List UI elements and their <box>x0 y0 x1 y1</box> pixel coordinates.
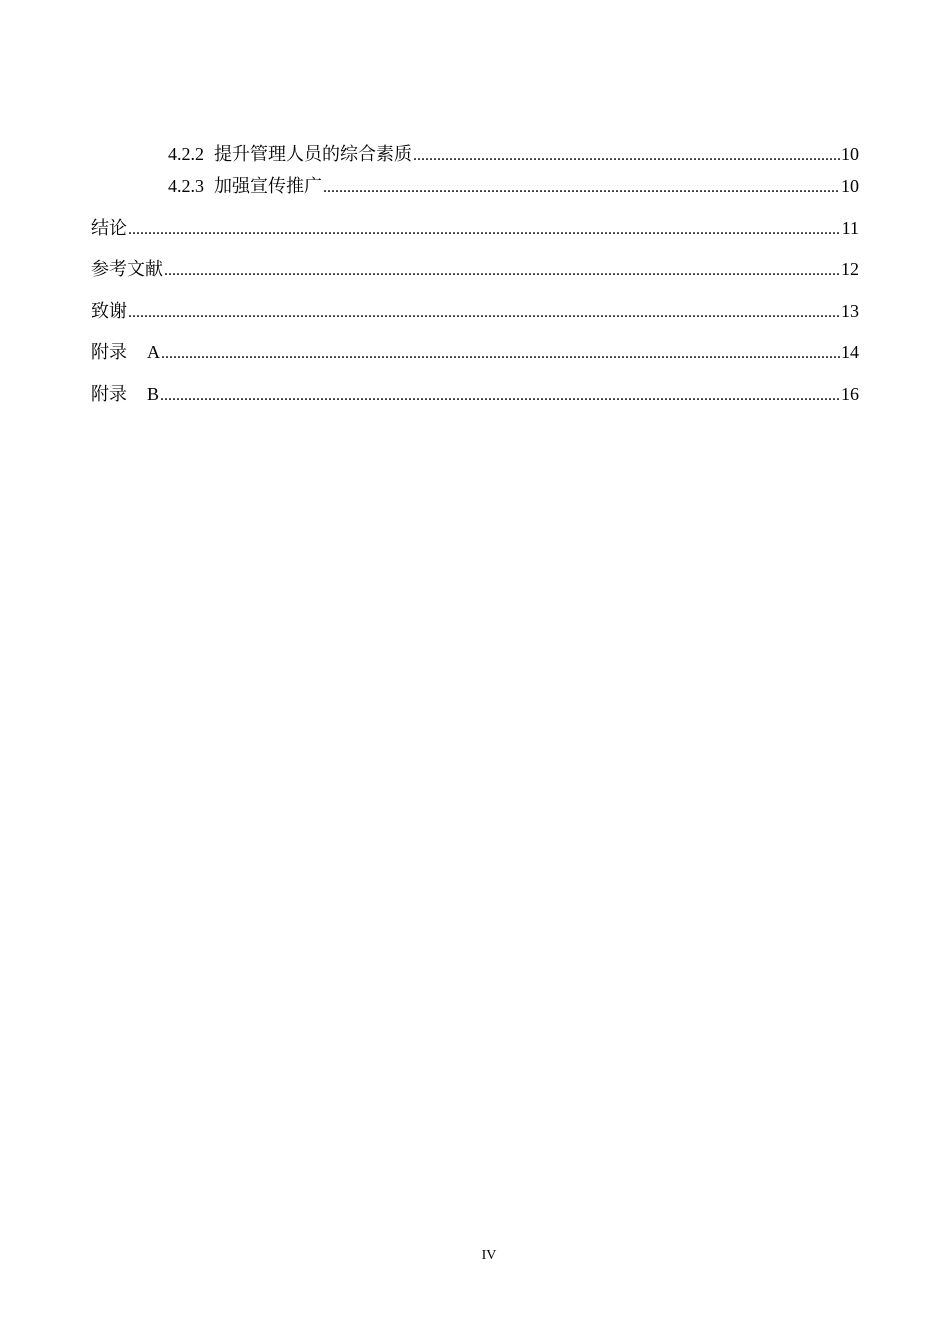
toc-entry-title: 加强宣传推广 <box>214 176 322 197</box>
toc-dot-leader <box>323 176 840 200</box>
toc-entry-acknowledgements[interactable] <box>91 299 859 323</box>
toc-entry-page: 13 <box>841 301 859 321</box>
toc-entry-title: 致谢 <box>91 301 127 322</box>
toc-dot-leader <box>161 342 840 366</box>
toc-entry-title: 参考文献 <box>91 259 163 280</box>
toc-entry-page: 11 <box>841 218 859 238</box>
toc-entry-title: 附录 <box>91 342 127 363</box>
toc-entry-page: 14 <box>841 342 859 362</box>
toc-entry-page: 16 <box>841 384 859 404</box>
toc-entry-appendix-a[interactable] <box>91 340 859 364</box>
toc-dot-leader <box>164 259 840 283</box>
footer-page-number: IV <box>481 1248 497 1263</box>
toc-entry-page: 10 <box>841 176 859 196</box>
toc-entry-page: 12 <box>841 259 859 279</box>
toc-dot-leader <box>160 384 840 408</box>
toc-entry-appendix-letter: A <box>147 342 160 362</box>
toc-entry-appendix-b[interactable] <box>91 382 859 406</box>
toc-entry-title: 提升管理人员的综合素质 <box>214 144 412 165</box>
toc-entry-page: 10 <box>841 144 859 164</box>
toc-dot-leader <box>413 144 840 168</box>
toc-entry-appendix-letter: B <box>147 384 160 404</box>
toc-entry-number: 4.2.2 <box>168 144 204 164</box>
toc-entry-references[interactable] <box>91 257 859 281</box>
toc-entry-4-2-2[interactable] <box>168 142 859 166</box>
toc-entry-title: 附录 <box>91 384 127 405</box>
toc-dot-leader <box>128 301 840 325</box>
toc-entry-conclusion[interactable] <box>91 216 859 240</box>
toc-entry-4-2-3[interactable] <box>168 174 859 198</box>
toc-entry-number: 4.2.3 <box>168 176 204 196</box>
toc-dot-leader <box>128 218 841 242</box>
toc-entry-title: 结论 <box>91 218 127 239</box>
